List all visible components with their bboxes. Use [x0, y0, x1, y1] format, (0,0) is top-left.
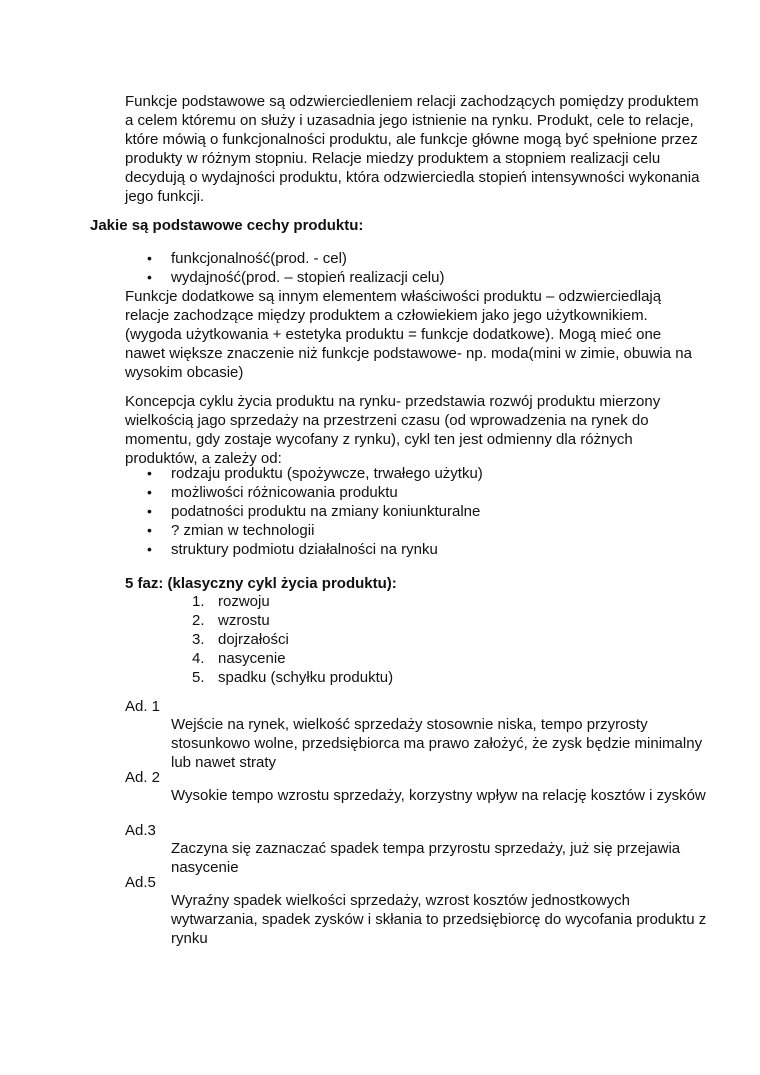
list-item: 3. dojrzałości: [192, 631, 289, 648]
list-item: • ? zmian w technologii: [171, 521, 483, 540]
phases-heading: 5 faz: (klasyczny cykl życia produktu):: [125, 575, 397, 592]
list-item: 4. nasycenie: [192, 650, 286, 667]
list-item: 1. rozwoju: [192, 593, 270, 610]
note-text: Wysokie tempo wzrostu sprzedaży, korzystny wpływ na relację kosztów i zysków: [171, 787, 706, 804]
lifecycle-factors-list: [171, 464, 483, 559]
note-text: Zaczyna się zaznaczać spadek tempa przyrostu sprzedaży, już się przejawia nasycenie: [171, 840, 681, 876]
list-item: • funkcjonalność(prod. - cel): [171, 249, 444, 268]
list-item: • podatności produktu na zmiany koniunkturalne: [171, 502, 483, 521]
note-text: Wejście na rynek, wielkość sprzedaży stosownie niska, tempo przyrosty stosunkowo wolne, przedsiębiorca ma prawo założyć, że zysk będzie minimalny lub nawet straty: [171, 716, 703, 771]
features-list: [171, 249, 444, 287]
note-text: Wyraźny spadek wielkości sprzedaży, wzrost kosztów jednostkowych wytwarzania, spadek zysków i skłania to przedsiębiorcę do wycofania produktu z rynku: [171, 892, 707, 947]
additional-functions-paragraph: Funkcje dodatkowe są innym elementem właściwości produktu – odzwierciedlają relacje zachodzące między produktem a człowiekiem jako jego użytkownikiem. (wygoda użytkowania + estetyka produktu = funkcje dodatkowe). Mogą mieć one nawet większe znaczenie niż funkcje podstawowe- np. moda(mini w zimie, obuwia na wysokim obcasie): [125, 288, 692, 381]
list-item: • wydajność(prod. – stopień realizacji celu): [171, 268, 444, 287]
list-item: • możliwości różnicowania produktu: [171, 483, 483, 502]
note-label: Ad. 2: [125, 769, 161, 786]
note-label: Ad. 1: [125, 698, 161, 715]
features-heading: Jakie są podstawowe cechy produktu:: [90, 217, 364, 234]
note-label: Ad.3: [125, 822, 156, 839]
intro-paragraph: Funkcje podstawowe są odzwierciedleniem relacji zachodzących pomiędzy produktem a celem któremu on służy i uzasadnia jego istnienie na rynku. Produkt, cele to relacje, które mówią o funkcjonalności produktu, ale funkcje główne mogą być spełnione przez produkty w różnym stopniu. Relacje miedzy produktem a stopniem realizacji celu decydują o wydajności produktu, która odzwierciedla stopień intensywności wykonania jego funkcji.: [125, 93, 700, 205]
list-item: • struktury podmiotu działalności na rynku: [171, 540, 483, 559]
list-item: • rodzaju produktu (spożywcze, trwałego użytku): [171, 464, 483, 483]
list-item: 5. spadku (schyłku produktu): [192, 669, 394, 686]
list-item: 2. wzrostu: [192, 612, 270, 629]
phases-list: [192, 592, 394, 687]
note-label: Ad.5: [125, 874, 156, 891]
lifecycle-paragraph: Koncepcja cyklu życia produktu na rynku- przedstawia rozwój produktu mierzony wielkością jago sprzedaży na przestrzeni czasu (od wprowadzenia na rynek do momentu, gdy zostaje wycofany z rynku), cykl ten jest odmienny dla różnych produktów, a zależy od:: [125, 393, 661, 467]
